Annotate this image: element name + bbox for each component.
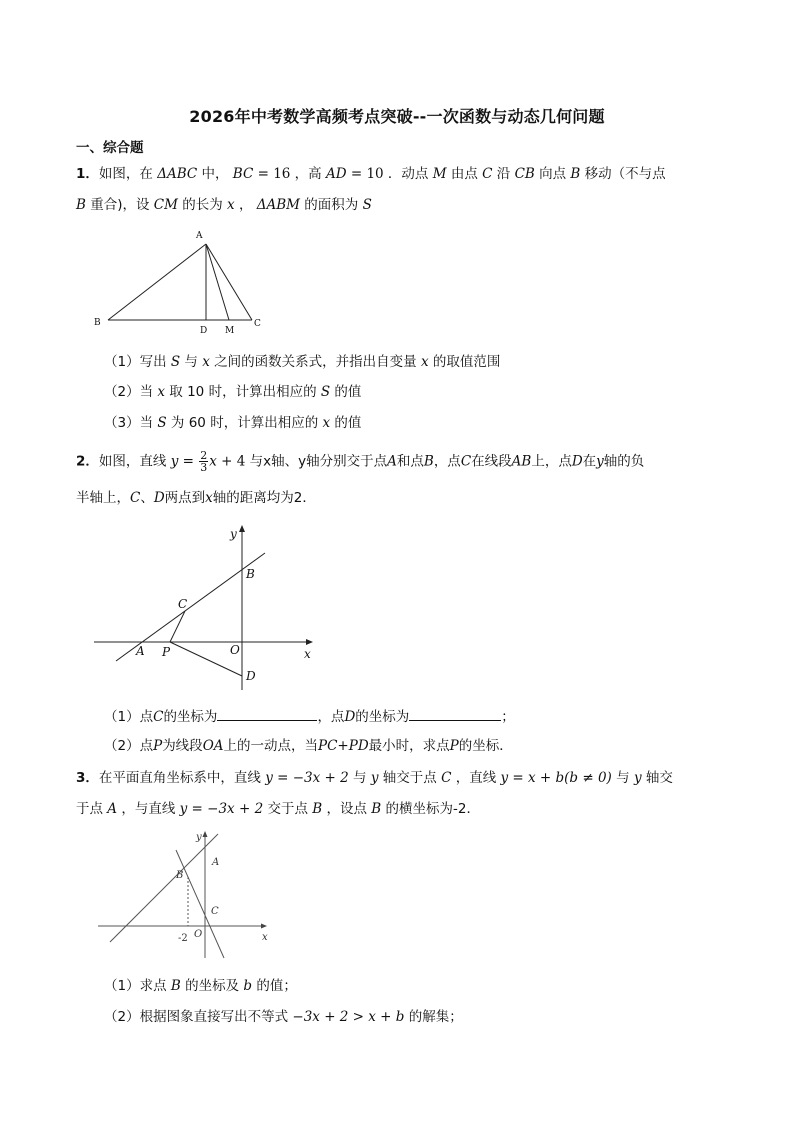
q1-var-x: x <box>420 354 429 370</box>
q1-sub3 <box>104 413 361 433</box>
q3-point-c: C <box>441 770 452 786</box>
q3-text: ，与直线 <box>117 801 180 817</box>
q3-label-b: B <box>176 870 184 881</box>
q3-var-y: y <box>370 770 379 786</box>
q3-label-neg2: -2 <box>178 933 188 944</box>
q2-label-b: B <box>246 567 255 581</box>
q1-figure <box>88 226 278 338</box>
answer-blank-d[interactable] <box>409 706 501 721</box>
q3-text: ，设点 <box>322 801 372 817</box>
q3-equation-1: y = −3x + 2 <box>265 770 349 786</box>
q2-sub2-text: 最小时，求点 <box>368 738 450 754</box>
q2-label-a: A <box>136 644 145 658</box>
q1-label-a: A <box>196 231 203 241</box>
q2-text: 两点到 <box>164 490 206 506</box>
q3-equation-2: y = x + b(b ≠ 0) <box>500 770 612 786</box>
q2-text-line2 <box>76 488 316 508</box>
q2-const: + 4 <box>216 453 246 470</box>
q1-segment-cm: CM <box>153 197 178 213</box>
q1-text: 向点 <box>534 166 571 182</box>
page-title: 2026年中考数学高频考点突破--一次函数与动态几何问题 <box>189 107 605 126</box>
q1-text: 沿 <box>492 166 515 182</box>
q1-text: 由点 <box>446 166 483 182</box>
q2-number: 2． <box>76 453 99 470</box>
q1-ad-value: = 10 ．动点 <box>346 166 433 182</box>
q1-seg-ac <box>206 244 252 320</box>
q2-label-p: P <box>162 645 171 659</box>
q2-fraction-num: 2 <box>200 449 208 462</box>
q3-text: 的横坐标为-2． <box>381 801 480 817</box>
q2-equals: = <box>178 453 199 470</box>
q2-label-o: O <box>230 643 240 657</box>
q1-sub2-text: 取 10 时，计算出相应的 <box>165 384 321 400</box>
q2-text: 轴的负 <box>603 453 645 470</box>
q1-text: 的面积为 <box>300 197 363 213</box>
q3-text: 与 <box>611 770 634 786</box>
q2-fraction-den: 3 <box>200 461 208 474</box>
q3-label-y: y <box>196 832 202 843</box>
q1-sub3-text: （3）当 <box>104 415 158 431</box>
q3-sub1-text: 的值； <box>252 978 297 994</box>
q1-text-line1 <box>76 164 666 184</box>
q1-label-d: D <box>200 326 208 336</box>
q3-label-c: C <box>211 906 219 917</box>
q3-sub2 <box>104 1007 463 1027</box>
q2-label-y: y <box>230 527 237 541</box>
q2-label-c: C <box>178 597 188 611</box>
q3-text: 在平面直角坐标系中，直线 <box>98 770 266 786</box>
q2-point-c: C <box>460 453 472 470</box>
q2-sub1-text: 的坐标为 <box>355 709 410 725</box>
q2-text: 在 <box>582 453 597 470</box>
q1-text: 如图，在 <box>98 166 158 182</box>
q2-sum-pc-pd: PC+PD <box>318 738 369 754</box>
q1-label-m: M <box>225 326 235 336</box>
q1-text: 中， <box>197 166 233 182</box>
q3-var-b: b <box>243 978 253 994</box>
q1-point-c: C <box>482 166 493 182</box>
q2-text: 与x轴、y轴分别交于点 <box>245 453 388 470</box>
q2-text-line1 <box>76 450 644 473</box>
q1-text-line2 <box>76 195 372 215</box>
q2-point-b: B <box>423 453 434 470</box>
q3-point-b: B <box>312 801 323 817</box>
q1-triangle-abm: ΔABM <box>256 197 300 213</box>
q1-point-b: B <box>570 166 581 182</box>
q1-text: 重合)，设 <box>85 197 154 213</box>
q3-text: ，直线 <box>451 770 501 786</box>
q1-sub1-text: （1）写出 <box>104 354 171 370</box>
q3-point-b: B <box>371 801 382 817</box>
q1-var-s: S <box>320 384 331 400</box>
q3-sub1-text: 的坐标及 <box>180 978 244 994</box>
q2-sub1-text: 的坐标为 <box>163 709 218 725</box>
q1-seg-am <box>206 244 229 320</box>
q3-text: 轴交于点 <box>378 770 442 786</box>
q2-segment-ab: AB <box>511 453 532 470</box>
q2-point-a: A <box>387 453 397 470</box>
q1-text: 的长为 <box>177 197 228 213</box>
q1-label-b: B <box>94 318 101 328</box>
q1-label-c: C <box>254 319 261 329</box>
q2-sub1-text: ，点 <box>317 709 345 725</box>
q1-triangle: ΔABC <box>157 166 198 182</box>
q2-sub2 <box>104 736 513 756</box>
q2-sub2-text: （2）点 <box>104 738 154 754</box>
q1-text: ， <box>234 197 257 213</box>
q2-text: 和点 <box>396 453 424 470</box>
q1-var-x: x <box>157 384 166 400</box>
q2-text: 半轴上， <box>76 490 130 506</box>
q1-var-s: S <box>362 197 372 213</box>
q3-text: 与 <box>348 770 371 786</box>
q1-bc: BC <box>232 166 254 182</box>
q1-number: 1． <box>76 166 99 182</box>
q3-number: 3． <box>76 770 99 786</box>
q2-figure <box>90 520 330 696</box>
q2-sub1-text: ； <box>501 709 515 725</box>
q3-equation-1: y = −3x + 2 <box>179 801 264 817</box>
q1-text: 移动（不与点 <box>580 166 666 182</box>
q3-label-o: O <box>194 929 203 940</box>
section-heading: 一、综合题 <box>76 140 144 156</box>
q3-sub1-text: （1）求点 <box>104 978 171 994</box>
q3-sub2-text: （2）根据图象直接写出不等式 <box>104 1009 293 1025</box>
q1-sub1 <box>104 352 500 372</box>
q2-point-p: P <box>449 738 459 754</box>
q3-inequality: −3x + 2 > x + b <box>292 1009 405 1025</box>
q3-sub2-text: 的解集； <box>404 1009 463 1025</box>
q2-point-d: D <box>153 490 165 506</box>
q2-point-d: D <box>571 453 583 470</box>
q2-var-x: x <box>209 453 217 470</box>
q1-sub1-text: 与 <box>180 354 203 370</box>
q1-sub3-text: 为 60 时，计算出相应的 <box>166 415 323 431</box>
q2-text: 如图，直线 <box>98 453 171 470</box>
q3-point-a: A <box>107 801 118 817</box>
q3-text: 交于点 <box>263 801 313 817</box>
q1-point-m: M <box>432 166 447 182</box>
q2-point-d: D <box>344 709 356 725</box>
q3-text: 轴交 <box>641 770 673 786</box>
q1-sub2 <box>104 382 361 402</box>
q2-label-d: D <box>246 669 256 683</box>
q3-label-a: A <box>212 857 220 868</box>
q2-var-y: y <box>596 453 604 470</box>
q1-var-x: x <box>202 354 210 370</box>
q3-point-b: B <box>170 978 181 994</box>
answer-blank-c[interactable] <box>217 706 317 721</box>
q2-text: 在线段 <box>471 453 512 470</box>
q2-fraction <box>199 450 208 473</box>
q1-sub2-text: 的值 <box>330 384 362 400</box>
q2-label-x: x <box>304 647 311 661</box>
q1-var-x: x <box>227 197 235 213</box>
q2-segment-oa: OA <box>202 738 224 754</box>
q2-text: ，点 <box>433 453 461 470</box>
q2-text: 、 <box>140 490 154 506</box>
q1-segment-cb: CB <box>514 166 535 182</box>
q3-text-line2 <box>76 799 480 819</box>
q2-sub1-text: （1）点 <box>104 709 154 725</box>
q1-sub1-text: 之间的函数关系式，并指出自变量 <box>209 354 421 370</box>
q1-ad: AD <box>325 166 347 182</box>
q1-sub1-text: 的取值范围 <box>428 354 501 370</box>
q2-sub2-text: 的坐标． <box>458 738 513 754</box>
q3-var-y: y <box>633 770 642 786</box>
q2-seg-cp <box>170 611 185 642</box>
q2-point-c: C <box>130 490 141 506</box>
q1-sub2-text: （2）当 <box>104 384 158 400</box>
q3-sub1 <box>104 976 297 996</box>
q3-text: 于点 <box>76 801 108 817</box>
q1-var-s: S <box>157 415 167 431</box>
q1-point-b: B <box>76 197 86 213</box>
q2-sub2-text: 上的一动点，当 <box>223 738 319 754</box>
q1-var-s: S <box>170 354 181 370</box>
q2-text: 上，点 <box>531 453 572 470</box>
q2-point-p: P <box>153 738 163 754</box>
q1-var-x: x <box>322 415 331 431</box>
q2-text: 轴的距离均为2． <box>212 490 316 506</box>
q3-label-x: x <box>262 932 268 943</box>
q1-seg-ba <box>108 244 206 320</box>
q2-var-y: y <box>170 453 179 470</box>
q1-sub3-text: 的值 <box>330 415 362 431</box>
q1-bc-value: = 16 ，高 <box>253 166 326 182</box>
q3-figure <box>92 828 282 962</box>
q3-text-line1 <box>76 768 673 788</box>
q2-point-c: C <box>153 709 164 725</box>
q2-sub1 <box>104 706 515 727</box>
q2-var-x: x <box>205 490 213 506</box>
q2-sub2-text: 为线段 <box>162 738 203 754</box>
